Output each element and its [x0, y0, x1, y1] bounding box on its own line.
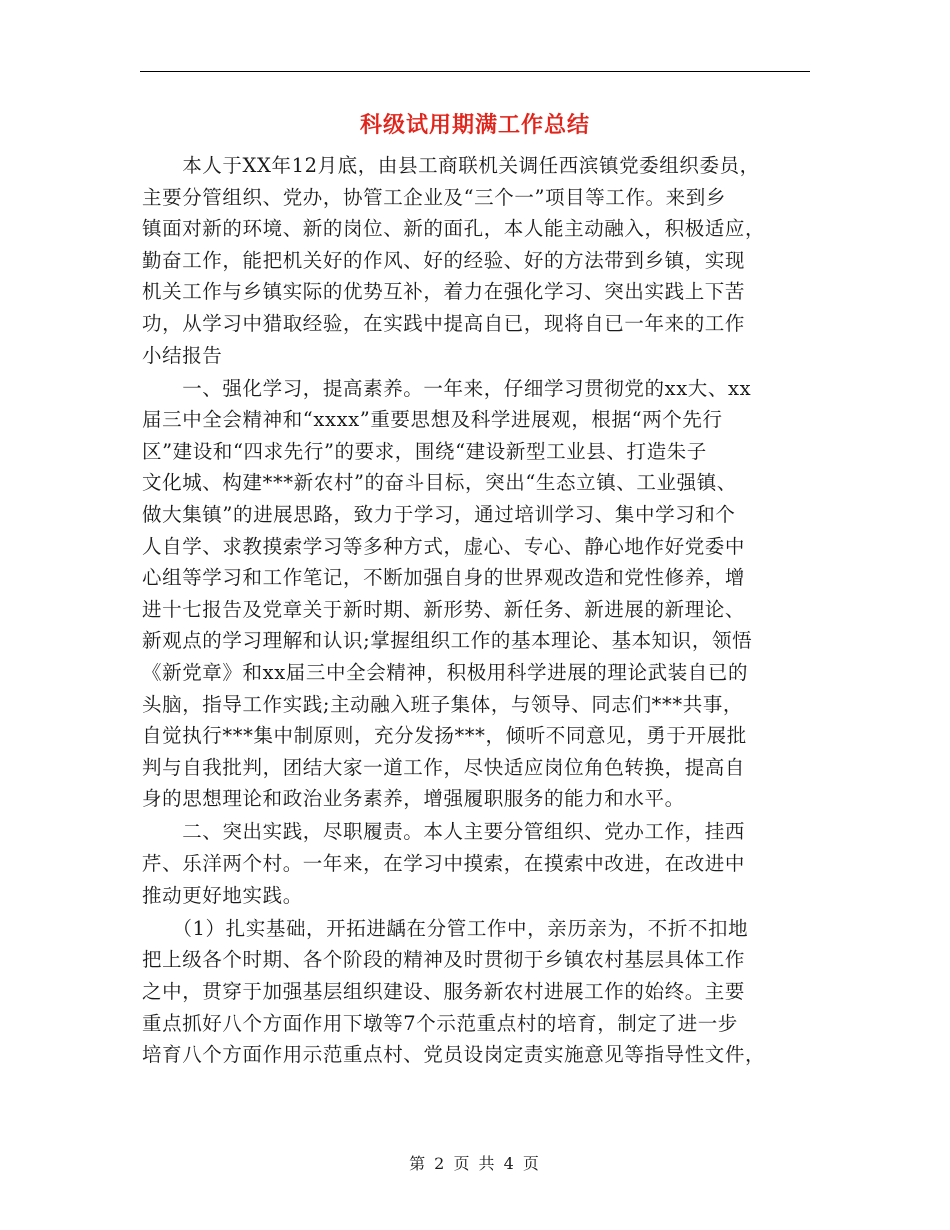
- text-line: 一、强化学习，提高素养。一年来，仔细学习贯彻党的xx大、xx: [142, 376, 752, 400]
- text-line: 二、突出实践，尽职履责。本人主要分管组织、党办工作，挂西: [142, 820, 746, 844]
- text-line: 头脑，指导工作实践;主动融入班子集体，与领导、同志们***共事，: [142, 692, 744, 716]
- text-line: 功，从学习中猎取经验，在实践中提高自已，现将自已一年来的工作: [142, 311, 746, 335]
- text-line: 新观点的学习理解和认识;掌握组织工作的基本理论、基本知识，领悟: [142, 629, 753, 653]
- text-line: 镇面对新的环境、新的岗位、新的面孔，本人能主动融入，积极适应，: [142, 217, 766, 241]
- text-line: 重点抓好八个方面作用下墩等7个示范重点村的培育，制定了进一步: [142, 1011, 738, 1035]
- text-line: 勤奋工作，能把机关好的作风、好的经验、好的方法带到乡镇，实现: [142, 248, 746, 272]
- text-line: 芹、乐洋两个村。一年来，在学习中摸索，在摸索中改进，在改进中: [142, 852, 746, 876]
- text-line: 自觉执行***集中制原则，充分发扬***，倾听不同意见，勇于开展批: [142, 724, 747, 748]
- text-line: （1）扎实基础，开拓进龋在分管工作中，亲历亲为，不折不扣地: [142, 916, 749, 940]
- text-line: 进十七报告及党章关于新时期、新形势、新任务、新进展的新理论、: [142, 597, 746, 621]
- text-line: 区”建设和“四求先行”的要求，围绕“建设新型工业县、打造朱子: [142, 439, 707, 463]
- page-number-footer: 第 2 页 共 4 页: [409, 1154, 541, 1173]
- text-line: 判与自我批判，团结大家一道工作，尽快适应岗位角色转换，提高自: [142, 755, 746, 779]
- text-line: 做大集镇”的进展思路，致力于学习，通过培训学习、集中学习和个: [142, 503, 736, 527]
- text-line: 把上级各个时期、各个阶段的精神及时贯彻于乡镇农村基层具体工作: [142, 948, 746, 972]
- text-line: 主要分管组织、党办，协管工企业及“三个一”项目等工作。来到乡: [142, 185, 726, 209]
- text-line: 之中，贯穿于加强基层组织建设、服务新农村进展工作的始终。主要: [142, 979, 746, 1003]
- document-body: [142, 150, 808, 1071]
- text-line: 推动更好地实践。: [142, 883, 303, 907]
- text-line: 《新党章》和xx届三中全会精神，积极用科学进展的理论武装自已的: [142, 661, 749, 684]
- document-title: 科级试用期满工作总结: [359, 112, 590, 138]
- text-line: 文化城、构建***新农村”的奋斗目标，突出“生态立镇、工业强镇、: [142, 471, 737, 495]
- header-rule: [140, 71, 810, 72]
- text-line: 机关工作与乡镇实际的优势互补，着力在强化学习、突出实践上下苦: [142, 280, 746, 304]
- text-line: 小结报告: [142, 343, 223, 367]
- text-line: 本人于XX年12月底，由县工商联机关调任西滨镇党委组织委员，: [142, 154, 760, 177]
- text-line: 届三中全会精神和“xxxx”重要思想及科学进展观，根据“两个先行: [142, 408, 723, 432]
- text-line: 人自学、求教摸索学习等多种方式，虚心、专心、静心地作好党委中: [142, 534, 746, 558]
- text-line: 身的思想理论和政治业务素养，增强履职服务的能力和水平。: [142, 787, 685, 811]
- text-line: 培育八个方面作用示范重点村、党员设岗定责实施意见等指导性文件，: [142, 1043, 766, 1067]
- text-line: 心组等学习和工作笔记，不断加强自身的世界观改造和党性修养，增: [142, 566, 746, 590]
